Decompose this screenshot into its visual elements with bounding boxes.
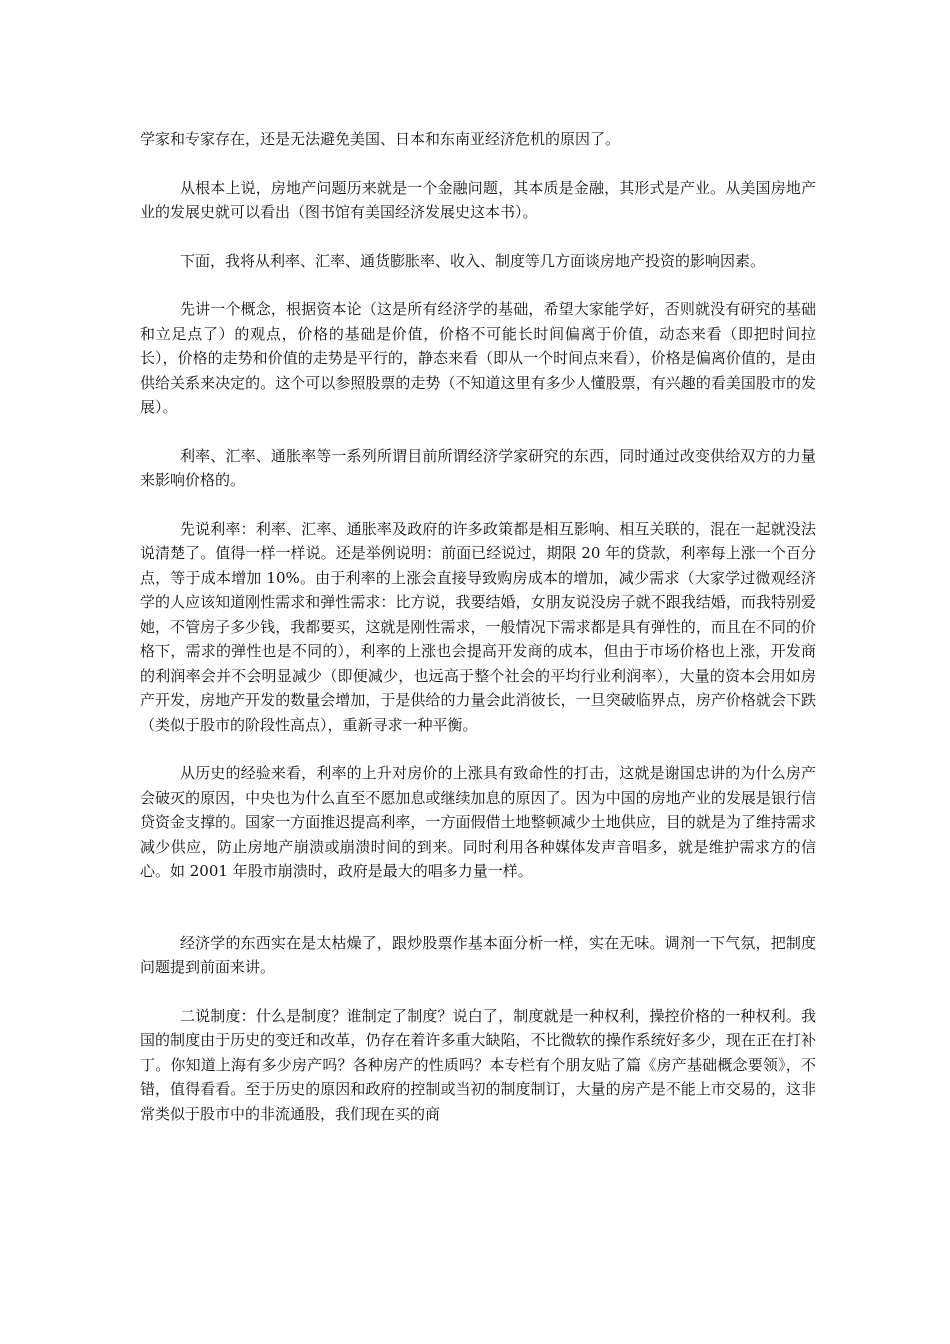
paragraph-7: 从历史的经验来看，利率的上升对房价的上涨具有致命性的打击，这就是谢国忠讲的为什么房产会破灭的原因，中央也为什么直至不愿加息或继续加息的原因了。因为中国的房地产业的发展是银行信贷资金支撑的。国家一方面推迟提高利率，一方面假借土地整顿减少土地供应，目的就是为了维持需求减少供应，防止房地产崩溃或崩溃时间的到来。同时利用各种媒体发声音唱多，就是维护需求方的信心。如 2001 年股市崩溃时，政府是最大的唱多力量一样。: [140, 764, 816, 880]
document-page: [140, 127, 816, 1126]
paragraph-2: 从根本上说，房地产问题历来就是一个金融问题，其本质是金融，其形式是产业。从美国房地产业的发展史就可以看出（图书馆有美国经济发展史这本书）。: [140, 178, 816, 221]
paragraph-8: 经济学的东西实在是太枯燥了，跟炒股票作基本面分析一样，实在无味。调剂一下气氛，把制度问题提到前面来讲。: [140, 933, 816, 976]
paragraph-9: 二说制度：什么是制度？谁制定了制度？说白了，制度就是一种权利，操控价格的一种权利。我国的制度由于历史的变迁和改革，仍存在着许多重大缺陷，不比微软的操作系统好多少，现在正在打补丁。你知道上海有多少房产吗？各种房产的性质吗？本专栏有个朋友贴了篇《房产基础概念要领》，不错，值得看看。至于历史的原因和政府的控制或当初的制度制订，大量的房产是不能上市交易的，这非常类似于股市中的非流通股，我们现在买的商: [140, 1006, 816, 1123]
paragraph-4: 先讲一个概念，根据资本论（这是所有经济学的基础，希望大家能学好，否则就没有研究的基础和立足点了）的观点，价格的基础是价值，价格不可能长时间偏离于价值，动态来看（即把时间拉长），价格的走势和价值的走势是平行的，静态来看（即从一个时间点来看），价格是偏离价值的，是由供给关系来决定的。这个可以参照股票的走势（不知道这里有多少人懂股票，有兴趣的看美国股市的发展）。: [140, 300, 816, 416]
paragraph-3: 下面，我将从利率、汇率、通货膨胀率、收入、制度等几方面谈房地产投资的影响因素。: [180, 251, 766, 270]
paragraph-1: 学家和专家存在，还是无法避免美国、日本和东南亚经济危机的原因了。: [140, 130, 621, 148]
paragraph-6: 先说利率：利率、汇率、通胀率及政府的许多政策都是相互影响、相互关联的，混在一起就没法说清楚了。值得一样一样说。还是举例说明：前面已经说过，期限 20 年的贷款，利率每上涨一个百分点，等于成本增加 10%。由于利率的上涨会直接导致购房成本的增加，减少需求（大家学过微观经济学的人应该知道刚性需求和弹性需求：比方说，我要结婚，女朋友说没房子就不跟我结婚，而我特别爱她，不管房子多少钱，我都要买，这就是刚性需求，一般情况下需求都是具有弹性的，而且在不同的价格下，需求的弹性也是不同的），利率的上涨也会提高开发商的成本，但由于市场价格也上涨，开发商的利润率会并不会明显减少（即便减少，也远高于整个社会的平均行业利润率），大量的资本会用如房产开发，房地产开发的数量会增加，于是供给的力量会此消彼长，一旦突破临界点，房产价格就会下跌（类似于股市的阶段性高点），重新寻求一种平衡。: [140, 519, 816, 734]
paragraph-5: 利率、汇率、通胀率等一系列所谓目前所谓经济学家研究的东西，同时通过改变供给双方的力量来影响价格的。: [140, 446, 816, 489]
